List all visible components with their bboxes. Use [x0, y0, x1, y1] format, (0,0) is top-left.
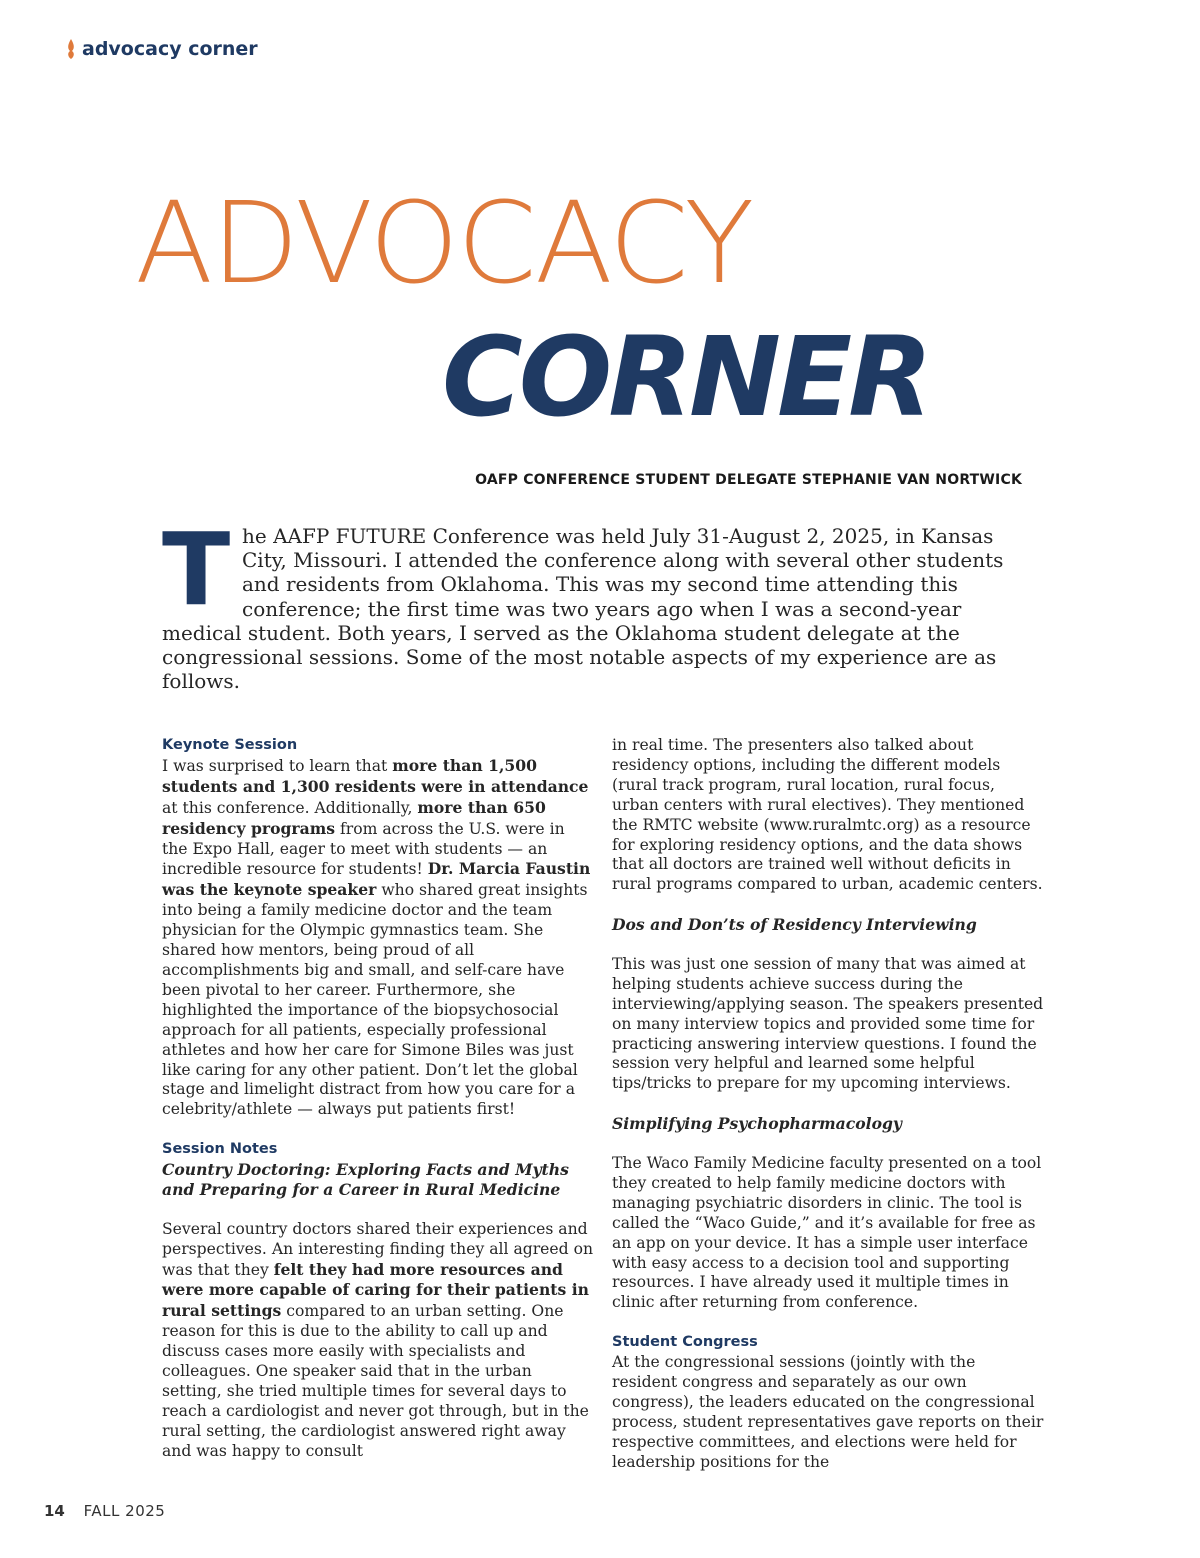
- dos-donts-paragraph: This was just one session of many that was aimed at helping students achieve success during the interviewing/applying season. The speakers presented on many interview topics and provided some time for practicing answering interview questions. I found the session very helpful and learned some helpful tips/tricks to prepare for my upcoming interviews.: [612, 954, 1044, 1093]
- student-congress-heading: Student Congress: [612, 1334, 758, 1351]
- intro-text: he AAFP FUTURE Conference was held July 31-August 2, 2025, in Kansas City, Missouri. I attended the conference along with several other students and residents from Oklahoma. This was my second time attending this conference; the first time was two years ago when I was a second-year medical student. Both years, I served as the Oklahoma student delegate at the congressional sessions. Some of the most notable aspects of my experience are as follows.: [162, 524, 1004, 694]
- keynote-paragraph: I was surprised to learn that more than 1,500 students and 1,300 residents were in attendance at this conference. Additionally, more than 650 residency programs from across the U.S. were in the Expo Hall, eager to meet with students — an incredible resource for students! Dr. Marcia Faustin was the keynote speaker who shared great insights into being a family medicine doctor and the team physician for the Olympic gymnastics team. She shared how mentors, being proud of all accomplishments big and small, and self-care have been pivotal to her career. Furthermore, she highlighted the importance of the biopsychosocial approach for all patients, especially professional athletes and how her care for Simone Biles was just like caring for any other patient. Don’t let the global stage and limelight distract from how you care for a celebrity/athlete — always put patients first!: [162, 755, 591, 1119]
- keynote-heading: Keynote Session: [162, 737, 298, 753]
- country-doctoring-paragraph: Several country doctors shared their experiences and perspectives. An interesting finding they all agreed on was that they felt they had more resources and were more capable of caring for their patients in rural settings compared to an urban setting. One reason for this is due to the ability to call up and discuss cases more easily with specialists and colleagues. One speaker said that in the urban setting, she tried multiple times for several days to reach a cardiologist and never got through, but in the rural setting, the cardiologist answered right away and was happy to consult: [162, 1219, 594, 1460]
- left-column: [162, 736, 594, 1462]
- country-doctoring-subheading: Country Doctoring: Exploring Facts and Myths and Preparing for a Career in Rural Medicine: [162, 1160, 569, 1199]
- dos-donts-subheading: Dos and Don’ts of Residency Interviewing: [612, 915, 977, 935]
- flame-icon: [66, 38, 76, 60]
- page-footer: [44, 1502, 165, 1520]
- issue-label: FALL 2025: [83, 1502, 166, 1520]
- right-column: [612, 736, 1044, 1472]
- page-number: 14: [44, 1502, 65, 1520]
- country-doctoring-continued: in real time. The presenters also talked about residency options, including the different models (rural track program, rural location, rural focus, urban centers with rural electives). They mentioned the RMTC website (www.ruralmtc.org) as a resource for exploring residency options, and the data shows that all doctors are trained well without deficits in rural programs compared to urban, academic centers.: [612, 736, 1043, 894]
- psychopharm-subheading: Simplifying Psychopharmacology: [612, 1114, 902, 1134]
- running-head: [66, 38, 258, 60]
- title-corner: CORNER: [442, 313, 929, 441]
- running-head-label: advocacy corner: [82, 38, 258, 60]
- intro-paragraph: [162, 511, 1032, 694]
- drop-cap: T: [162, 511, 231, 628]
- title-advocacy: ADVOCACY: [135, 179, 753, 309]
- psychopharm-paragraph: The Waco Family Medicine faculty presented on a tool they created to help family medicine doctors with managing psychiatric disorders in clinic. The tool is called the “Waco Guide,” and it’s available for free as an app on your device. It has a simple user interface with easy access to a decision tool and supporting resources. I have already used it multiple times in clinic after returning from conference.: [612, 1153, 1042, 1312]
- byline: OAFP CONFERENCE STUDENT DELEGATE STEPHANIE VAN NORTWICK: [475, 472, 1022, 488]
- student-congress-paragraph: At the congressional sessions (jointly with the resident congress and separately as our own congress), the leaders educated on the congressional process, student representatives gave reports on their respective committees, and elections were held for leadership positions for the: [612, 1353, 1044, 1471]
- session-notes-heading: Session Notes: [162, 1141, 278, 1158]
